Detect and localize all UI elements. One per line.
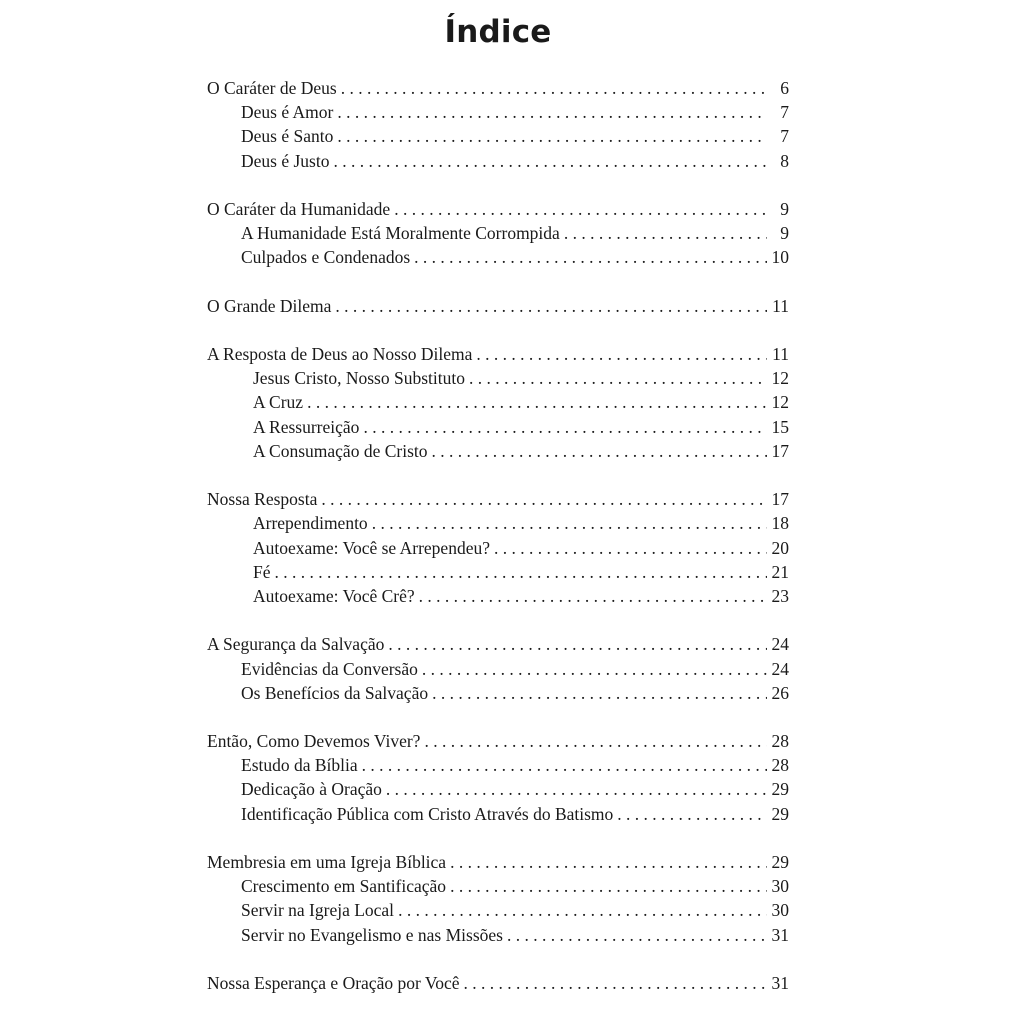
toc-entry-page-number: 28	[771, 731, 789, 752]
toc-entry-page-number: 30	[771, 900, 789, 921]
dot-leader	[432, 681, 767, 705]
toc-entry-page-number: 28	[771, 755, 789, 776]
toc-entry-label: Evidências da Conversão	[241, 658, 418, 679]
toc-subsection-entry	[207, 657, 789, 681]
toc-entry-page-number: 12	[771, 368, 789, 389]
dot-leader	[275, 560, 768, 584]
toc-subsection-entry	[207, 584, 789, 608]
toc-entry-page-number: 23	[771, 585, 789, 606]
toc-entry-label: Servir na Igreja Local	[241, 900, 395, 921]
toc-entry-label: A Segurança da Salvação	[207, 634, 385, 655]
toc-subsection-entry	[207, 802, 789, 826]
toc-section-entry	[207, 850, 789, 874]
toc-entry-label: A Consumação de Cristo	[253, 440, 428, 461]
dot-leader	[469, 366, 767, 390]
toc-entry-label: Servir no Evangelismo e nas Missões	[241, 924, 503, 945]
toc-subsection-entry	[207, 536, 789, 560]
toc-entry-label: Identificação Pública com Cristo Através do Batismo	[241, 803, 614, 824]
toc-subsection-entry	[207, 511, 789, 535]
toc-subsection-entry	[207, 366, 789, 390]
toc-entry-page-number: 11	[772, 344, 789, 365]
toc-section-entry	[207, 729, 789, 753]
toc-entry-page-number: 11	[772, 295, 789, 316]
dot-leader	[494, 536, 767, 560]
toc-subsection-entry	[207, 100, 789, 124]
toc-entry-label: Culpados e Condenados	[241, 247, 411, 268]
toc-subsection-entry	[207, 415, 789, 439]
toc-entry-page-number: 29	[771, 852, 789, 872]
dot-leader	[388, 632, 767, 656]
toc-entry-label: Autoexame: Você Crê?	[253, 585, 415, 606]
dot-leader	[372, 511, 767, 535]
toc-subsection-entry	[207, 923, 789, 947]
toc-entry-page-number: 29	[771, 779, 789, 800]
toc-entry-label: Deus é Santo	[241, 126, 334, 147]
toc-section-entry	[207, 971, 789, 995]
dot-leader	[337, 100, 767, 124]
page-title: Índice	[444, 14, 552, 50]
toc-entry-label: Deus é Amor	[241, 102, 334, 123]
toc-entry-label: Jesus Cristo, Nosso Substituto	[253, 368, 465, 389]
toc-entry-page-number: 29	[771, 803, 789, 824]
toc-entry-page-number: 10	[771, 247, 789, 268]
toc-entry-label: O Caráter da Humanidade	[207, 198, 391, 219]
toc-entry-label: A Cruz	[253, 392, 304, 413]
dot-leader	[450, 874, 767, 898]
dot-leader	[363, 415, 767, 439]
toc-section-entry	[207, 197, 789, 221]
toc-subsection-entry	[207, 149, 789, 173]
toc-section-entry	[207, 487, 789, 511]
dot-leader	[432, 439, 768, 463]
toc-entry-label: Autoexame: Você se Arrependeu?	[253, 537, 490, 558]
toc-entry-label: Nossa Resposta	[207, 489, 318, 510]
dot-leader	[307, 390, 767, 414]
toc-subsection-entry	[207, 560, 789, 584]
toc-subsection-entry	[207, 777, 789, 801]
toc-entry-page-number: 7	[780, 126, 789, 147]
toc-entry-page-number: 21	[771, 561, 789, 582]
toc-entry-page-number: 9	[780, 223, 789, 244]
dot-leader	[476, 342, 767, 366]
toc-entry-label: Fé	[253, 561, 271, 582]
toc-entry-page-number: 17	[771, 489, 789, 510]
toc-entry-page-number: 20	[771, 537, 789, 558]
toc-subsection-entry	[207, 245, 789, 269]
dot-leader	[422, 657, 767, 681]
toc-entry-page-number: 31	[771, 972, 789, 993]
dot-leader	[507, 923, 767, 947]
dot-leader	[464, 971, 767, 995]
dot-leader	[386, 777, 767, 801]
toc-subsection-entry	[207, 874, 789, 898]
toc-subsection-entry	[207, 124, 789, 148]
toc-entry-page-number: 31	[771, 924, 789, 945]
toc-entry-page-number: 24	[771, 658, 789, 679]
toc-entry-label: A Ressurreição	[253, 416, 360, 437]
toc-entry-page-number: 24	[771, 634, 789, 655]
toc-subsection-entry	[207, 390, 789, 414]
toc-section-entry	[207, 294, 789, 318]
toc-subsection-entry	[207, 753, 789, 777]
toc-entry-label: A Resposta de Deus ao Nosso Dilema	[207, 344, 473, 365]
dot-leader	[617, 802, 767, 826]
toc-entry-page-number: 6	[780, 78, 789, 98]
toc-entry-label: Arrependimento	[253, 513, 368, 534]
toc-subsection-entry	[207, 681, 789, 705]
toc-entry-label: Nossa Esperança e Oração por Você	[207, 972, 460, 993]
toc-entry-label: Deus é Justo	[241, 150, 330, 171]
toc-subsection-entry	[207, 439, 789, 463]
dot-leader	[414, 245, 767, 269]
toc-entry-page-number: 7	[780, 102, 789, 123]
toc-entry-label: Os Benefícios da Salvação	[241, 682, 429, 703]
toc-entry-page-number: 18	[771, 513, 789, 534]
toc-section-entry	[207, 76, 789, 100]
dot-leader	[398, 898, 767, 922]
toc-entry-label: A Humanidade Está Moralmente Corrompida	[241, 223, 560, 244]
dot-leader	[362, 753, 767, 777]
toc-entry-page-number: 8	[780, 150, 789, 171]
dot-leader	[337, 124, 767, 148]
toc-section-entry	[207, 342, 789, 366]
toc-entry-label: O Grande Dilema	[207, 295, 332, 316]
toc-section-entry	[207, 632, 789, 656]
toc-subsection-entry	[207, 898, 789, 922]
toc-entry-page-number: 15	[771, 416, 789, 437]
dot-leader	[333, 149, 767, 173]
toc-entry-label: Crescimento em Santificação	[241, 876, 447, 897]
dot-leader	[419, 584, 767, 608]
toc-entry-page-number: 12	[771, 392, 789, 413]
dot-leader	[450, 850, 767, 874]
toc-entry-page-number: 9	[780, 198, 789, 219]
toc-entry-page-number: 26	[771, 682, 789, 703]
dot-leader	[424, 729, 767, 753]
toc-entry-label: Dedicação à Oração	[241, 779, 382, 800]
dot-leader	[394, 197, 767, 221]
toc-entry-page-number: 30	[771, 876, 789, 897]
toc-entry-label: Estudo da Bíblia	[241, 755, 358, 776]
toc-entry-label: Então, Como Devemos Viver?	[207, 731, 421, 752]
dot-leader	[341, 76, 767, 100]
toc-entry-page-number: 17	[771, 440, 789, 461]
toc-entry-label: Membresia em uma Igreja Bíblica	[207, 852, 447, 872]
toc-entry-label: O Caráter de Deus	[207, 78, 337, 98]
table-of-contents	[207, 76, 789, 995]
dot-leader	[321, 487, 767, 511]
dot-leader	[335, 294, 767, 318]
toc-subsection-entry	[207, 221, 789, 245]
dot-leader	[564, 221, 767, 245]
